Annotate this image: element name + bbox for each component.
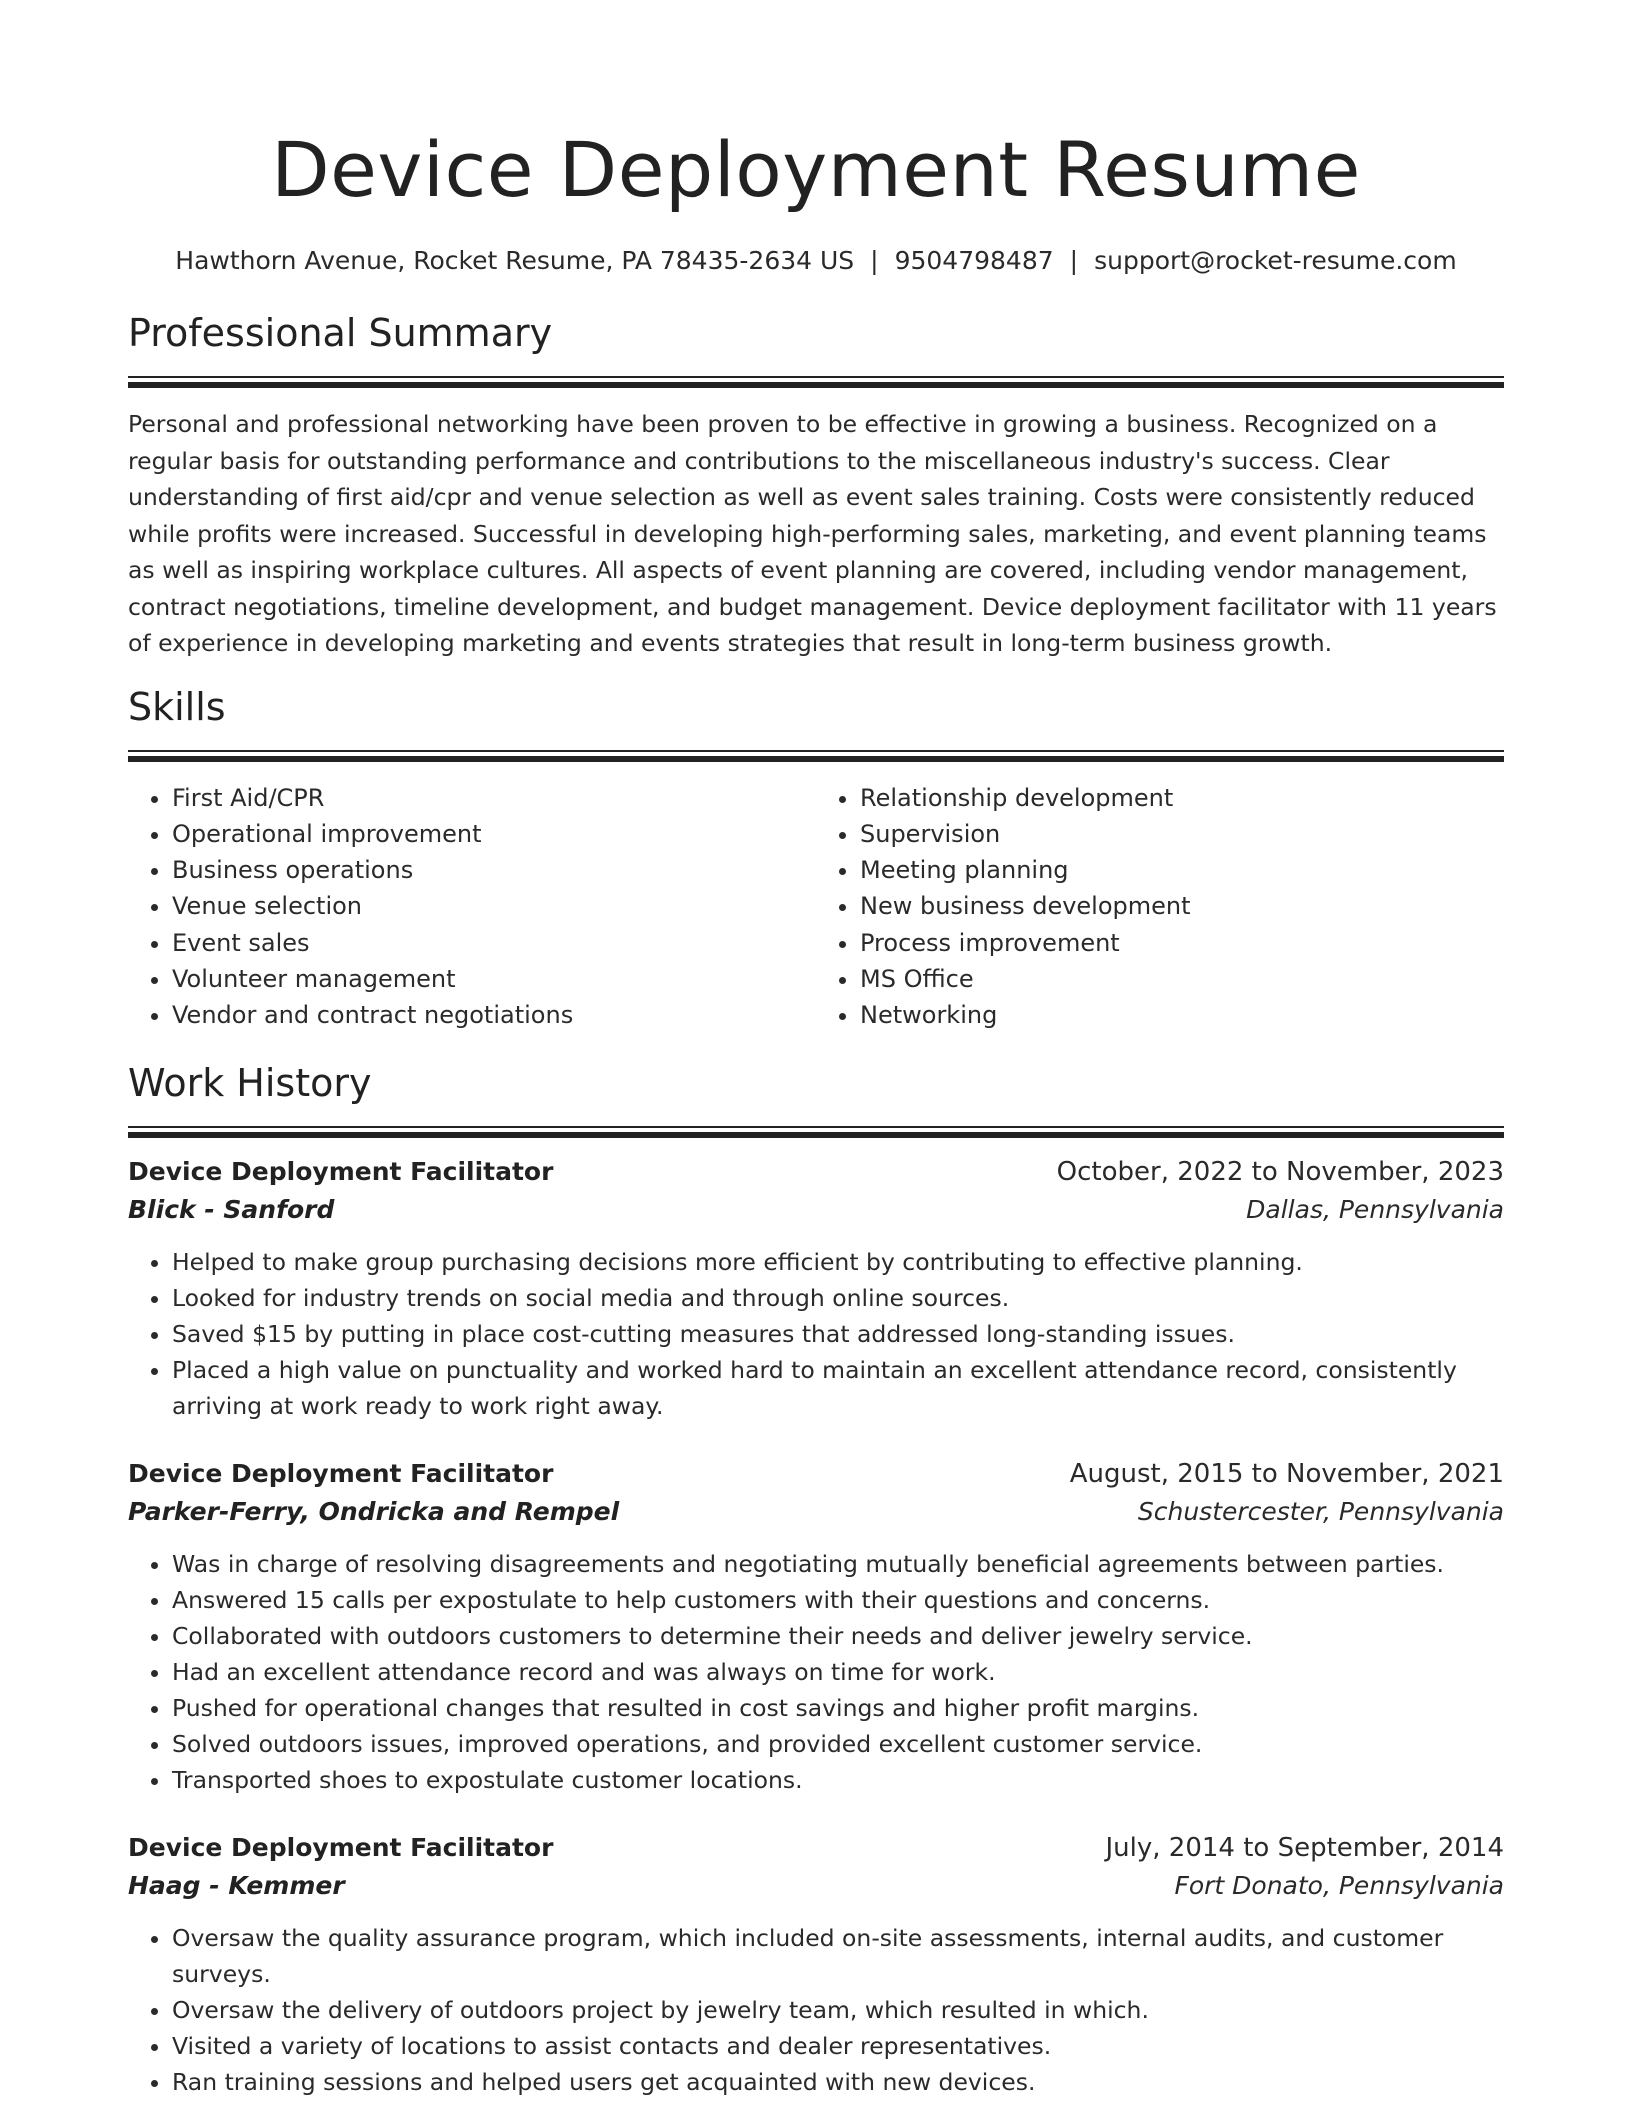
skill-item: • New business development <box>860 888 1504 924</box>
job-company: Blick - Sanford <box>128 1194 335 1224</box>
job-entry <box>128 1830 1504 2100</box>
summary-text: Personal and professional networking have been proven to be effective in growing a business. Recognized on a regular basis for outstanding performance and contributions to the miscellaneous industry's success. Clear understanding of first aid/cpr and venue selection as well as event sales training. Costs were consistently reduced while profits were increased. Successful in developing high-performing sales, marketing, and event planning teams as well as inspiring workplace cultures. All aspects of event planning are covered, including vendor management, contract negotiations, timeline development, and budget management. Device deployment facilitator with 11 years of experience in developing marketing and events strategies that result in long-term business growth. <box>128 410 1497 657</box>
job-dates: August, 2015 to November, 2021 <box>1069 1458 1504 1489</box>
job-bullet: • Answered 15 calls per expostulate to help customers with their questions and concerns. <box>172 1582 1504 1618</box>
work-section <box>128 1058 1504 2100</box>
job-title: Device Deployment Facilitator <box>128 1832 554 1862</box>
resume-name: Device Deployment Resume <box>271 125 1361 214</box>
skill-item: • Operational improvement <box>172 816 816 852</box>
summary-heading: Professional Summary <box>128 311 553 355</box>
skill-item: • First Aid/CPR <box>172 780 816 816</box>
job-bullet: • Placed a high value on punctuality and worked hard to maintain an excellent attendance record, consistently arriving at work ready to work right away. <box>172 1352 1504 1424</box>
job-subheader-row <box>128 1492 1504 1532</box>
contact-line <box>128 244 1504 278</box>
job-bullet: • Visited a variety of locations to assist contacts and dealer representatives. <box>172 2028 1504 2064</box>
contact-email: support@rocket-resume.com <box>1094 246 1457 275</box>
summary-section <box>128 308 1504 662</box>
skill-item: • Vendor and contract negotiations <box>172 997 816 1033</box>
section-divider <box>128 1126 1504 1136</box>
skill-item: • Relationship development <box>860 780 1504 816</box>
job-bullet: • Was in charge of resolving disagreements and negotiating mutually beneficial agreements between parties. <box>172 1546 1504 1582</box>
skills-list-right <box>816 780 1504 1034</box>
skill-item: • Event sales <box>172 925 816 961</box>
skill-item: • Volunteer management <box>172 961 816 997</box>
skill-item: • Supervision <box>860 816 1504 852</box>
job-company: Parker-Ferry, Ondricka and Rempel <box>128 1496 620 1526</box>
job-dates: October, 2022 to November, 2023 <box>1056 1156 1504 1187</box>
job-bullet: • Ran training sessions and helped users get acquainted with new devices. <box>172 2064 1504 2100</box>
job-subheader-row <box>128 1190 1504 1230</box>
job-bullet: • Looked for industry trends on social media and through online sources. <box>172 1280 1504 1316</box>
skills-columns <box>128 780 1504 1034</box>
job-header-row <box>128 1456 1504 1492</box>
job-bullet: • Collaborated with outdoors customers to determine their needs and deliver jewelry service. <box>172 1618 1504 1654</box>
skills-heading: Skills <box>128 684 226 729</box>
job-subheader-row <box>128 1866 1504 1906</box>
skill-item: • Venue selection <box>172 888 816 924</box>
section-divider <box>128 376 1504 386</box>
skill-item: • MS Office <box>860 961 1504 997</box>
skills-list-left <box>128 780 816 1034</box>
contact-separator: | <box>870 246 879 275</box>
job-bullet: • Helped to make group purchasing decisions more efficient by contributing to effective planning. <box>172 1244 1504 1280</box>
job-bullet: • Oversaw the delivery of outdoors project by jewelry team, which resulted in which. <box>172 1992 1504 2028</box>
contact-address: Hawthorn Avenue, Rocket Resume, PA 78435-2634 US <box>175 246 855 275</box>
job-header-row <box>128 1830 1504 1866</box>
skill-item: • Business operations <box>172 852 816 888</box>
job-bullets <box>128 1920 1504 2100</box>
job-bullets <box>128 1244 1504 1424</box>
job-bullets <box>128 1546 1504 1798</box>
job-bullet: • Transported shoes to expostulate customer locations. <box>172 1762 1504 1798</box>
contact-phone: 9504798487 <box>894 246 1054 275</box>
job-bullet: • Oversaw the quality assurance program, which included on-site assessments, internal audits, and customer surveys. <box>172 1920 1504 1992</box>
job-company: Haag - Kemmer <box>128 1870 345 1900</box>
job-bullet: • Solved outdoors issues, improved operations, and provided excellent customer service. <box>172 1726 1504 1762</box>
work-heading: Work History <box>128 1060 372 1105</box>
job-bullet: • Pushed for operational changes that resulted in cost savings and higher profit margins. <box>172 1690 1504 1726</box>
skills-section <box>128 682 1504 1034</box>
skill-item: • Meeting planning <box>860 852 1504 888</box>
skill-item: • Networking <box>860 997 1504 1033</box>
job-bullet: • Saved $15 by putting in place cost-cutting measures that addressed long-standing issues. <box>172 1316 1504 1352</box>
job-title: Device Deployment Facilitator <box>128 1156 554 1186</box>
job-location: Fort Donato, Pennsylvania <box>1174 1870 1504 1900</box>
job-entry <box>128 1456 1504 1798</box>
job-dates: July, 2014 to September, 2014 <box>1105 1832 1504 1863</box>
job-entry <box>128 1154 1504 1424</box>
job-location: Dallas, Pennsylvania <box>1246 1194 1504 1224</box>
skill-item: • Process improvement <box>860 925 1504 961</box>
section-divider <box>128 750 1504 760</box>
job-location: Schustercester, Pennsylvania <box>1137 1496 1504 1526</box>
job-title: Device Deployment Facilitator <box>128 1458 554 1488</box>
job-bullet: • Had an excellent attendance record and was always on time for work. <box>172 1654 1504 1690</box>
contact-separator: | <box>1069 246 1079 275</box>
job-header-row <box>128 1154 1504 1190</box>
